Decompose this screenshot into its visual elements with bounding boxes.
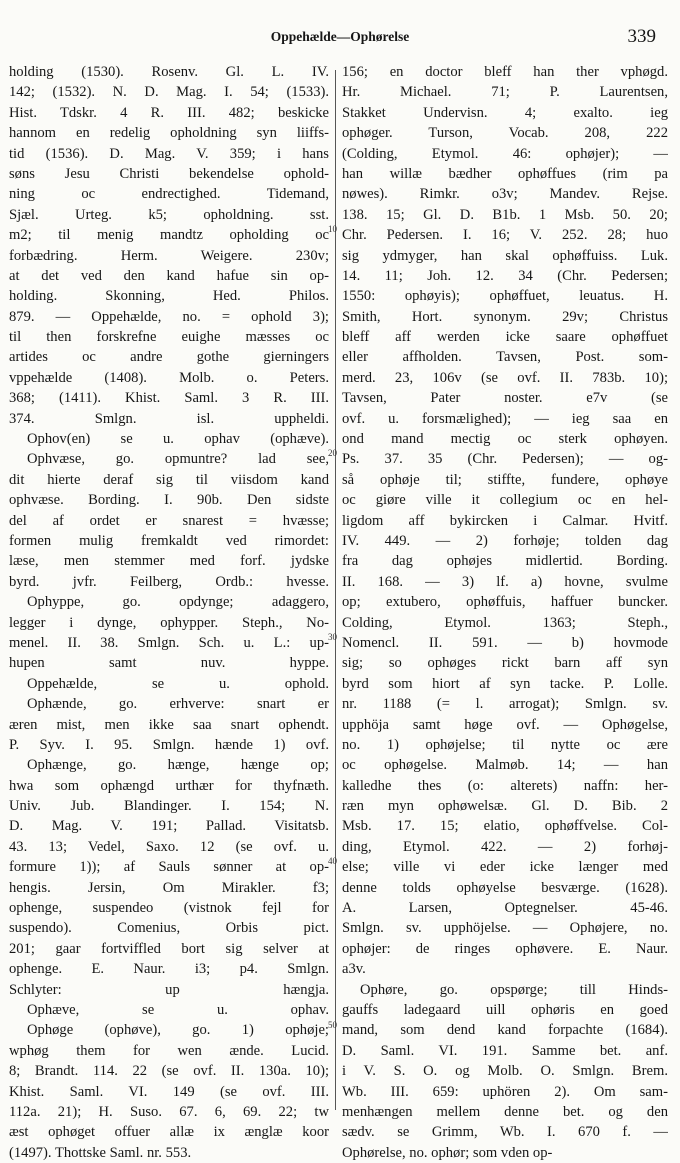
text-line: gauffs ladegaard uill ophøris en goed — [342, 1001, 668, 1018]
text-line: byrd som hiort af syn tacke. P. Lolle. — [342, 675, 668, 692]
text-line: P. Syv. I. 95. Smlgn. hænde 1) ovf. — [9, 736, 329, 753]
text-line: 14. 11; Joh. 12. 34 (Chr. Pedersen; — [342, 267, 668, 284]
text-line: ophøger. Turson, Vocab. 208, 222 — [342, 125, 668, 142]
text-line: Smlgn. sv. upphöjelse. — Ophøjere, no. — [342, 920, 668, 937]
text-line: Stakket Undervisn. 4; exalto. ieg — [342, 104, 668, 121]
text-line: nøwes). Rimkr. o3v; Mandev. Rejse. — [342, 186, 668, 203]
text-line: (Colding, Etymol. 46: ophøjer); — — [342, 145, 668, 162]
text-line: 368; (1411). Khist. Saml. 3 R. III. — [9, 390, 329, 407]
text-line: ond mand mectig oc sterk ophøyen. — [342, 431, 668, 448]
text-line: holding (1530). Rosenv. Gl. L. IV. — [9, 64, 329, 80]
text-line: artides oc andre gothe gierningers — [9, 349, 329, 366]
text-line: Ophæve, se u. ophav. — [27, 1001, 329, 1018]
text-line: 112a. 21); H. Suso. 67. 6, 69. 22; tw — [9, 1103, 329, 1120]
text-line: (1497). Thottske Saml. nr. 553. — [9, 1144, 192, 1161]
text-line: suspendo). Comenius, Orbis pict. — [9, 920, 329, 937]
text-line: Nomencl. II. 591. — b) hovmode — [342, 634, 668, 651]
text-line: Hr. Michael. 71; P. Laurentsen, — [342, 84, 668, 101]
text-line: denne tolds ophøyelse besværge. (1628). — [342, 879, 668, 896]
text-line: upphöja samt høge ovf. — Ophøgelse, — [342, 716, 668, 733]
text-line: sig ydmyger, han skal ophøffuiss. Luk. — [342, 247, 668, 264]
right-column — [342, 62, 668, 1163]
text-line: a3v. — [342, 961, 366, 978]
text-line: ophøjer: de ringes ophøvere. E. Naur. — [342, 940, 668, 957]
text-line: else; ville vi eder icke længer med — [342, 859, 668, 876]
text-line: til then forskrefne euighe mæsses oc — [9, 329, 329, 346]
text-line: Ophøre, go. opspørge; till Hinds- — [360, 981, 668, 998]
text-line: så ophøje til; stiffte, fundere, ophøye — [342, 471, 668, 488]
line-number: 30 — [328, 632, 337, 642]
text-line: Ophov(en) se u. ophav (ophæve). — [27, 431, 329, 448]
text-line: nr. 1188 (= l. arrogat); Smlgn. sv. — [342, 696, 668, 713]
line-number: 10 — [328, 224, 337, 234]
text-line: Khist. Saml. VI. 149 (se ovf. III. — [9, 1083, 329, 1100]
line-number: 20 — [328, 448, 337, 458]
text-line: æst ophøget offuer allæ ix ænglæ koor — [9, 1124, 329, 1141]
running-head: Oppehælde—Ophørelse — [270, 29, 410, 44]
text-line: wphøg them for wen ænde. Lucid. — [9, 1042, 329, 1059]
text-line: eller affholden. Tavsen, Post. som- — [342, 349, 668, 366]
text-line: sædv. se Grimm, Wb. I. 670 f. — — [342, 1124, 668, 1141]
text-line: m2; til menig mandtz opholding oc — [9, 227, 329, 244]
text-line: 138. 15; Gl. D. B1b. 1 Msb. 50. 20; — [342, 206, 668, 223]
text-line: 142; (1532). N. D. Mag. I. 54; (1533). — [9, 84, 329, 101]
page-number: 339 — [627, 26, 656, 47]
text-line: Smith, Hort. synonym. 29v; Christus — [342, 308, 668, 325]
line-number: 50 — [328, 1020, 337, 1030]
text-line: no. 1) ophøjelse; til nytte oc ære — [342, 736, 668, 753]
page-header — [0, 26, 680, 50]
text-line: Colding, Etymol. 1363; Steph., — [342, 614, 668, 631]
text-line: mand, som dend kand forpachte (1684). — [342, 1022, 668, 1039]
text-line: II. 168. — 3) lf. a) hovne, svulme — [342, 573, 668, 590]
text-line: hengis. Jersin, Om Mirakler. f3; — [9, 879, 329, 896]
text-line: Ophænge, go. hænge, hænge op; — [27, 757, 329, 774]
text-line: ning oc endrectighed. Tidemand, — [9, 186, 329, 203]
text-line: Ophørelse, no. ophør; som vden op- — [342, 1144, 553, 1161]
text-line: menhængen mellem denne bet. og den — [342, 1103, 668, 1120]
text-line: Univ. Jub. Blandinger. I. 154; N. — [9, 798, 329, 815]
text-line: merd. 23, 106v (se ovf. II. 783b. 10); — [342, 369, 668, 386]
text-line: Chr. Pedersen. I. 16; V. 252. 28; huo — [342, 227, 668, 244]
text-line: D. Mag. V. 191; Pallad. Visitatsb. — [9, 818, 329, 835]
text-line: op; extubero, ophøffuis, haffuer buncker. — [342, 594, 668, 611]
text-line: holding. Skonning, Hed. Philos. — [9, 288, 329, 305]
text-line: tid (1536). D. Mag. V. 359; i hans — [9, 145, 329, 162]
text-line: at det ved den kand hafue sin op- — [9, 267, 329, 284]
text-line: ophvæse. Bording. I. 90b. Den sidste — [9, 492, 329, 509]
text-line: 8; Brandt. 114. 22 (se ovf. II. 130a. 10); — [9, 1063, 329, 1080]
text-line: Ophvæse, go. opmuntre? lad see, — [27, 451, 329, 468]
text-line: læse, men stemmer med forf. jydske — [9, 553, 329, 570]
text-line: D. Saml. VI. 191. Samme bet. anf. — [342, 1042, 668, 1059]
text-line: æren mist, men ikke saa snart ophendt. — [9, 716, 329, 733]
text-line: han willæ bædher ophøffues (rim pa — [342, 165, 668, 182]
text-line: vppehælde (1408). Molb. o. Peters. — [9, 369, 329, 386]
text-line: hupen samt nuv. hyppe. — [9, 655, 329, 672]
text-line: ophenge. E. Naur. i3; p4. Smlgn. — [9, 961, 329, 978]
text-line: byrd. jvfr. Feilberg, Ordb.: hvesse. — [9, 573, 329, 590]
text-line: kalledhe thes (o: alterets) naffn: her- — [342, 777, 668, 794]
text-line: hannom en redelig opholdning syn liiffs- — [9, 125, 329, 142]
text-line: Sjæl. Urteg. k5; opholdning. sst. — [9, 206, 329, 223]
text-line: 879. — Oppehælde, no. = ophold 3); — [9, 308, 329, 325]
text-line: Schlyter: up hængja. — [9, 981, 329, 998]
text-line: A. Larsen, Optegnelser. 45-46. — [342, 900, 668, 917]
text-line: formen mulig fremkaldt ved rimordet: — [9, 532, 329, 549]
text-line: 43. 13; Vedel, Saxo. 12 (se ovf. u. — [9, 838, 329, 855]
text-line: legger i dynge, ophypper. Steph., No- — [9, 614, 329, 631]
text-line: 156; en doctor bleff han ther vphøgd. — [342, 64, 668, 80]
text-line: formure 1)); af Sauls sønner at op- — [9, 859, 329, 876]
text-line: ding, Etymol. 422. — 2) forhøj- — [342, 838, 668, 855]
text-line: Oppehælde, se u. ophold. — [27, 675, 329, 692]
left-column — [9, 62, 329, 1163]
text-line: Ps. 37. 35 (Chr. Pedersen); — og- — [342, 451, 668, 468]
text-line: sig; so ophøges rickt barn aff syn — [342, 655, 668, 672]
text-line: menel. II. 38. Smlgn. Sch. u. L.: up- — [9, 634, 329, 651]
text-line: ovf. u. forsmælighed); — ieg saa en — [342, 410, 668, 427]
text-line: hwa som ophængd urthær for thyfnæth. — [9, 777, 329, 794]
text-line: del af ordet er snarest = hvæsse; — [9, 512, 329, 529]
text-line: Ophøge (ophøve), go. 1) ophøje; — [27, 1022, 329, 1039]
text-line: Ophyppe, go. opdynge; adaggero, — [27, 594, 329, 611]
text-line: 201; gaar fortviffled bort sig selver at — [9, 940, 329, 957]
text-line: oc giøre ville it collegium oc en hel- — [342, 492, 668, 509]
text-line: oc ophøgelse. Malmøb. 14; — han — [342, 757, 668, 774]
line-number: 40 — [328, 856, 337, 866]
text-line: Tavsen, Pater noster. e7v (se — [342, 390, 668, 407]
text-line: søns Jesu Christi bekendelse ophold- — [9, 165, 329, 182]
text-line: Msb. 17. 15; elatio, ophøffvelse. Col- — [342, 818, 668, 835]
text-line: ræn myn ophøwelsæ. Gl. D. Bib. 2 — [342, 798, 668, 815]
text-line: dit hierte deraf sig til viisdom kand — [9, 471, 329, 488]
text-line: i V. S. O. og Molb. O. Smlgn. Brem. — [342, 1063, 668, 1080]
text-line: bleff aff werden icke saare ophøffuet — [342, 329, 668, 346]
text-line: ligdom aff bykircken i Calmar. Hvitf. — [342, 512, 668, 529]
text-line: 374. Smlgn. isl. uppheldi. — [9, 410, 329, 427]
text-line: fra dag ophøjes midlertid. Bording. — [342, 553, 668, 570]
text-line: Hist. Tdskr. 4 R. III. 482; beskicke — [9, 104, 329, 121]
text-line: 1550: ophøyis); ophøffuet, leuatus. H. — [342, 288, 668, 305]
text-line: forbædring. Herm. Weigere. 230v; — [9, 247, 329, 264]
text-line: Wb. III. 659: uphören 2). Om sam- — [342, 1083, 668, 1100]
text-line: ophenge, suspendeo (vistnok fejl for — [9, 900, 329, 917]
text-line: IV. 449. — 2) forhøje; tolden dag — [342, 532, 668, 549]
text-line: Ophænde, go. erhverve: snart er — [27, 696, 329, 713]
